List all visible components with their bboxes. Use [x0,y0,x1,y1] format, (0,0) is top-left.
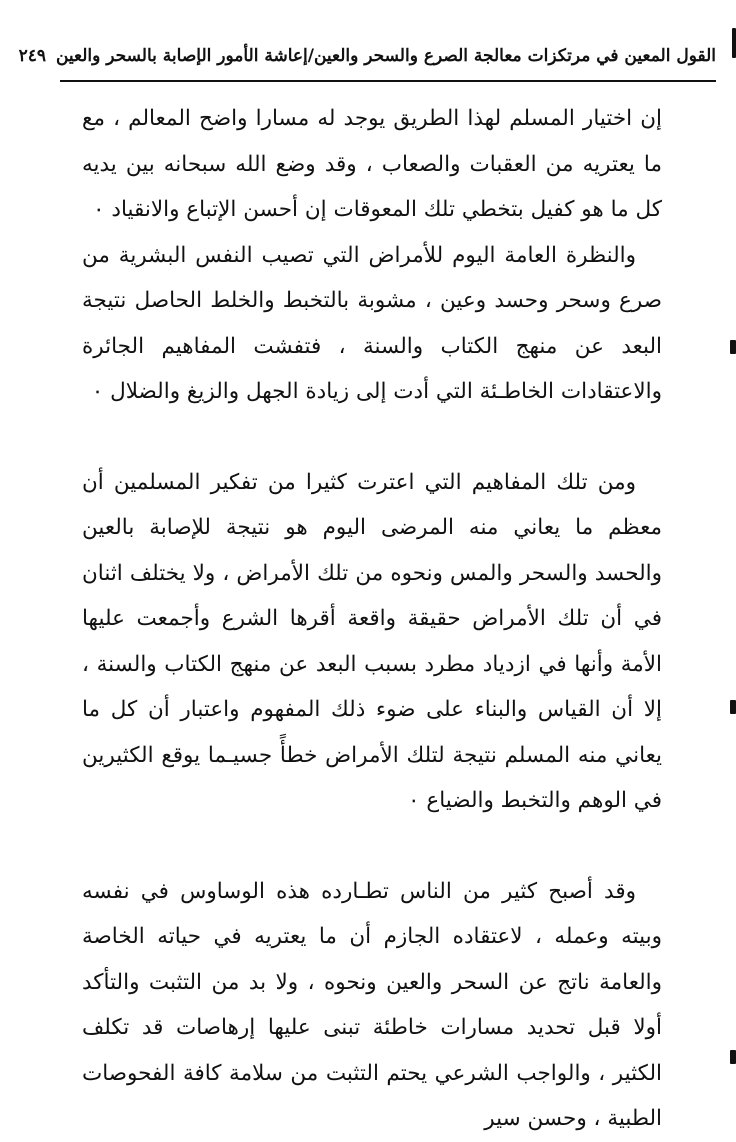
body-text [82,96,662,1142]
margin-mark [730,700,736,714]
page-number: ٢٤٩ [18,46,46,66]
paragraph-1: إن اختيار المسلم لهذا الطريق يوجد له مسارا واضح المعالم ، مع ما يعتريه من العقبات والصعاب ، وقد وضع الله سبحانه بين يديه كل ما هو كفيل بتخطي تلك المعوقات إن أحسن الإتباع والانقياد ٠ [82,106,662,222]
paragraph-3: ومن تلك المفاهيم التي اعترت كثيرا من تفكير المسلمين أن معظم ما يعاني منه المرضى اليوم هو نتيجة للإصابة بالعين والحسد والسحر والمس ونحوه من تلك الأمراض ، ولا يختلف اثنان في أن تلك الأمراض حقيقة واقعة أقرها الشرع وأجمعت عليها الأمة وأنها في ازدياد مطرد بسبب البعد عن منهج الكتاب والسنة ، إلا أن القياس والبناء على ضوء ذلك المفهوم واعتبار أن كل ما يعاني منه المسلم نتيجة لتلك الأمراض خطأً جسيـما يوقع الكثيرين في الوهم والتخبط والضياع ٠ [82,469,662,813]
running-header [18,38,716,74]
margin-mark [732,28,736,58]
paragraph-4: وقد أصبح كثير من الناس تطـارده هذه الوساوس في نفسه وبيته وعمله ، لاعتقاده الجازم أن ما يعتريه في حياته الخاصة والعامة ناتج عن السحر والعين ونحوه ، ولا بد من التثبت والتأكد أولا قبل تحديد مسارات خاطئة تبنى عليها إرهاصات قد تكلف الكثير ، والواجب الشرعي يحتم التثبت من سلامة كافة الفحوصات الطبية ، وحسن سير [82,878,662,1131]
paragraph-2: والنظرة العامة اليوم للأمراض التي تصيب النفس البشرية من صرع وسحر وحسد وعين ، مشوبة بالتخبط والخلط الحاصل نتيجة البعد عن منهج الكتاب والسنة ، فتفشت المفاهيم الجائرة والاعتقادات الخاطـئة التي أدت إلى زيادة الجهل والزيغ والضلال ٠ [82,242,662,404]
header-title: القول المعين في مرتكزات معالجة الصرع والسحر والعين/إعاشة الأمور الإصابة بالسحر والعين [55,46,716,66]
header-rule [60,80,716,82]
margin-mark [730,340,736,354]
margin-mark [730,1050,736,1064]
